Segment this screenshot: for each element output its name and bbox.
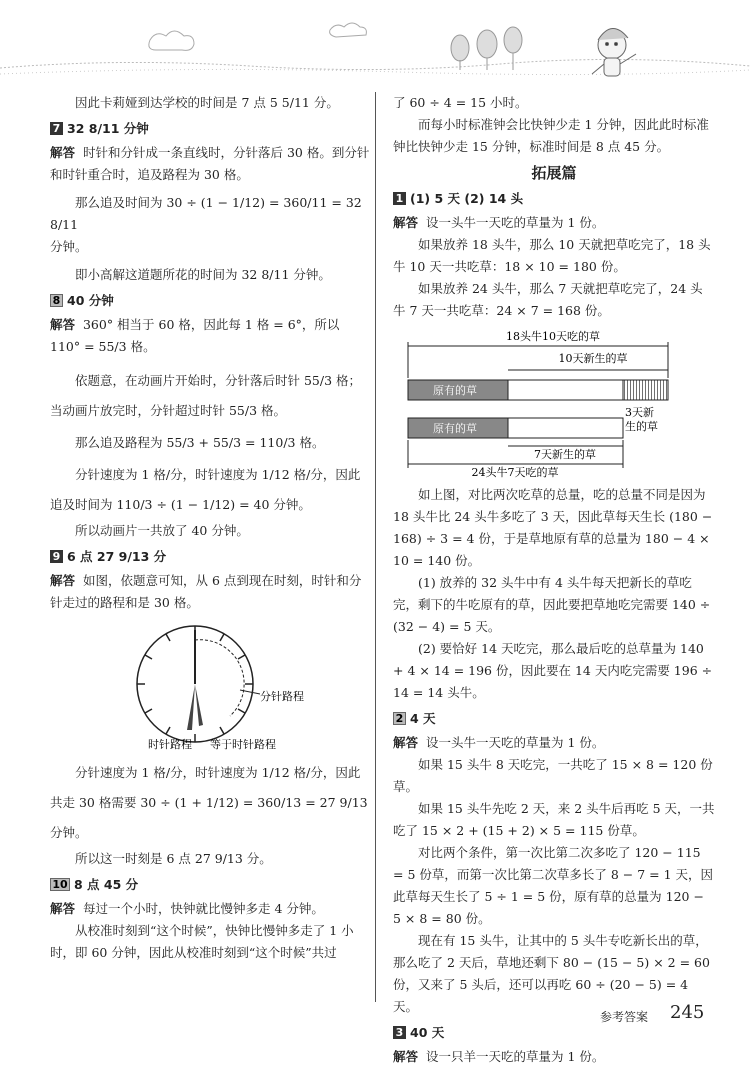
diagram-label-3days-b: 生的草 <box>625 420 658 433</box>
left-column <box>50 92 372 964</box>
solution-label: 解答 <box>50 901 76 916</box>
question-number: 10 <box>50 878 70 891</box>
paragraph: 设一头牛一天吃的草量为 1 份。 <box>425 735 605 750</box>
answer-heading-7 <box>50 118 372 140</box>
minute-hand <box>187 684 195 730</box>
paragraph: 分针速度为 1 格/分，时针速度为 1/12 格/分，因此追及时间为 110/3 ÷ (1 − 1/12) = 40 分钟。 <box>50 467 361 512</box>
answer-heading-8 <box>50 290 372 312</box>
paragraph: 分针速度为 1 格/分，时针速度为 1/12 格/分，因此共走 30 格需要 30 ÷ (1 + 1/12) = 360/13 = 27 9/13 分钟。 <box>50 765 368 840</box>
paragraph: 即小高解这道题所花的时间为 32 8/11 分钟。 <box>75 267 331 282</box>
paragraph: 每过一个小时，快钟就比慢钟多走 4 分钟。 <box>82 901 324 916</box>
question-number: 8 <box>50 294 63 307</box>
bar-new-grass-1 <box>508 380 623 400</box>
paragraph: 如果 15 头牛先吃 2 天，来 2 头牛后再吃 5 天，一共吃了 15 × 2 + (15 + 2) × 5 = 115 份草。 <box>393 801 715 838</box>
paragraph: (1) 放养的 32 头牛中有 4 头牛每天把新长的草吃完，剩下的牛吃原有的草，因此要把草地吃完需要 140 ÷ (32 − 4) = 5 天。 <box>393 575 711 634</box>
footer-label: 参考答案 <box>600 1010 649 1024</box>
diagram-label-top: 18头牛10天吃的草 <box>506 330 600 343</box>
paragraph: 所以动画片一共放了 40 分钟。 <box>75 523 249 538</box>
clock-diagram <box>50 620 372 752</box>
paragraph: 如图，依题意可知，从 6 点到现在时刻，时针和分针走过的路程和是 30 格。 <box>50 573 362 610</box>
question-number: 1 <box>393 192 406 205</box>
column-divider <box>375 92 376 1002</box>
answer-heading-1 <box>393 188 715 210</box>
paragraph: 如果放养 24 头牛，那么 7 天就把草吃完了，24 头牛 7 天一共吃草：24 × 7 = 168 份。 <box>393 281 703 318</box>
paragraph: 那么追及路程为 55/3 + 55/3 = 110/3 格。 <box>75 435 325 450</box>
paragraph: 对比两个条件，第一次比第二次多吃了 120 − 115 = 5 份草，而第一次比第二次草多长了 8 − 7 = 1 天，因此草每天生长了 5 ÷ 1 = 5 份，原有草的总量为 120 − 5 × 8 = 80 份。 <box>393 845 714 926</box>
diagram-label-new10: 10天新生的草 <box>558 352 628 365</box>
paragraph: 依题意，在动画片开始时，分针落后时针 55/3 格；当动画片放完时，分针超过时针 55/3 格。 <box>50 373 362 418</box>
paragraph: 如果 15 头牛 8 天吃完，一共吃了 15 × 8 = 120 份草。 <box>393 757 713 794</box>
question-number: 2 <box>393 712 406 725</box>
header-banner <box>0 0 750 90</box>
page-number: 245 <box>670 1002 705 1023</box>
cartoon-character-icon <box>592 28 636 76</box>
answer-heading-10 <box>50 874 372 896</box>
paragraph: 设一只羊一天吃的草量为 1 份。 <box>425 1049 605 1064</box>
paragraph: 如上图，对比两次吃草的总量，吃的总量不同是因为 18 头牛比 24 头牛多吃了 3 天，因此草每天生长 (180 − 168) ÷ 3 = 4 份，于是草地原有草的总量为 180 − 4 × 10 = 140 份。 <box>393 487 713 568</box>
answer-heading-9 <box>50 546 372 568</box>
solution-label: 解答 <box>50 573 76 588</box>
diagram-label-new7: 7天新生的草 <box>534 448 596 461</box>
answer-text: 40 天 <box>410 1025 445 1040</box>
diagram-label-3days-a: 3天新 <box>625 406 654 419</box>
right-column <box>393 92 715 1068</box>
paragraph: 如果放养 18 头牛，那么 10 天就把草吃完了，18 头牛 10 天一共吃草：18 × 10 = 180 份。 <box>393 237 711 274</box>
paragraph: 所以这一时刻是 6 点 27 9/13 分。 <box>75 851 272 866</box>
cloud-icon <box>149 23 367 50</box>
clock-label-hour: 时针路程 <box>148 738 192 751</box>
paragraph: 而每小时标准钟会比快钟少走 1 分钟，因此此时标准钟比快钟少走 15 分钟，标准时间是 8 点 45 分。 <box>393 117 709 154</box>
paragraph: (2) 要恰好 14 天吃完，那么最后吃的总草量为 140 + 4 × 14 = 196 份，因此要在 14 天内吃完需要 196 ÷ 14 = 14 头牛。 <box>393 641 713 700</box>
paragraph: 360° 相当于 60 格，因此每 1 格 = 6°，所以 110° = 55/3 格。 <box>50 317 340 354</box>
section-title: 拓展篇 <box>531 164 577 182</box>
solution-label: 解答 <box>393 215 419 230</box>
minute-path-arc <box>195 640 244 716</box>
hour-hand <box>195 684 203 726</box>
answer-heading-3 <box>393 1022 715 1044</box>
answer-text: 6 点 27 9/13 分 <box>67 549 167 564</box>
paragraph: 时针和分针成一条直线时，分针落后 30 格。到分针和时针重合时，追及路程为 30 格。 <box>50 145 370 182</box>
bar-3days-new-grass <box>623 380 668 400</box>
tree-icon <box>451 27 522 70</box>
solution-label: 解答 <box>393 1049 419 1064</box>
bar-label-original-1: 原有的草 <box>433 384 477 397</box>
paragraph: 现在有 15 头牛，让其中的 5 头牛专吃新长出的草，那么吃了 2 天后，草地还剩下 80 − (15 − 5) × 2 = 60 份，又来了 5 头后，还可以再吃 60 ÷ (20 − 5) = 4 天。 <box>393 933 710 1014</box>
answer-text: 40 分钟 <box>67 293 114 308</box>
solution-label: 解答 <box>50 145 76 160</box>
bar-label-original-2: 原有的草 <box>433 422 477 435</box>
answer-text: 4 天 <box>410 711 436 726</box>
paragraph: 因此卡莉娅到达学校的时间是 7 点 5 5/11 分。 <box>75 95 339 110</box>
solution-label: 解答 <box>50 317 76 332</box>
paragraph: 了 60 ÷ 4 = 15 小时。 <box>393 95 528 110</box>
answer-text: 8 点 45 分 <box>74 877 139 892</box>
answer-text: (1) 5 天 (2) 14 头 <box>410 191 524 206</box>
paragraph: 从校准时刻到“这个时候”，快钟比慢钟多走了 1 小时，即 60 分钟，因此从校准时刻到“这个时候”共过 <box>50 923 354 960</box>
paragraph: 分钟。 <box>50 239 88 254</box>
question-number: 3 <box>393 1026 406 1039</box>
question-number: 9 <box>50 550 63 563</box>
answer-text: 32 8/11 分钟 <box>67 121 149 136</box>
answer-heading-2 <box>393 708 715 730</box>
paragraph: 那么追及时间为 30 ÷ (1 − 1/12) = 360/11 = 32 8/11 <box>50 195 362 232</box>
clock-label-minute: 分针路程 <box>260 690 304 703</box>
question-number: 7 <box>50 122 63 135</box>
paragraph: 设一头牛一天吃的草量为 1 份。 <box>425 215 605 230</box>
clock-label-equal: 等于时针路程 <box>210 738 276 751</box>
bar-new-grass-2 <box>508 418 623 438</box>
grass-bar-diagram <box>393 328 715 478</box>
diagram-label-bottom: 24头牛7天吃的草 <box>471 466 559 478</box>
solution-label: 解答 <box>393 735 419 750</box>
